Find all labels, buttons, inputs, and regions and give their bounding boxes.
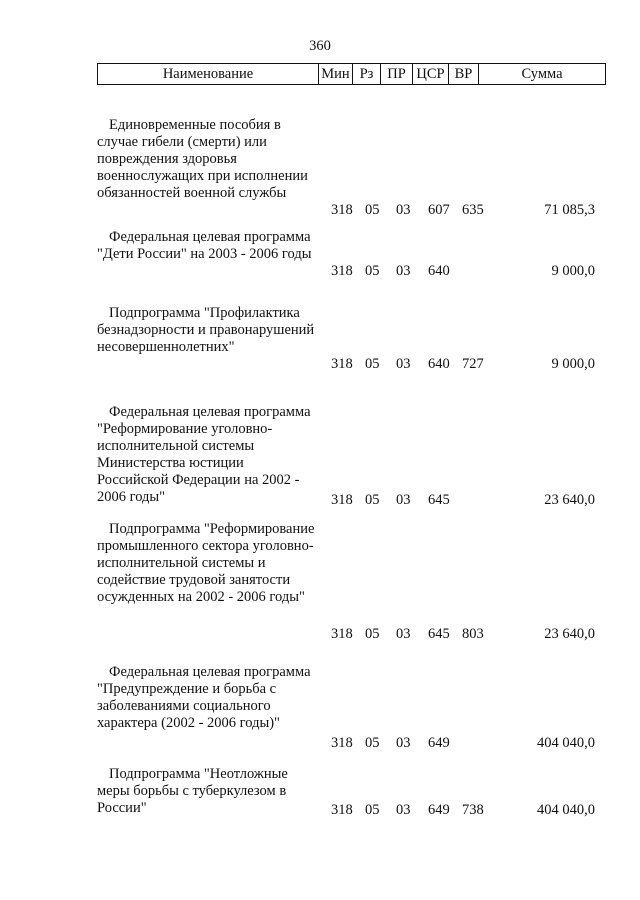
row-sum: 9 000,0 xyxy=(551,356,595,372)
row-min: 318 xyxy=(331,492,353,508)
row-sum: 404 040,0 xyxy=(537,735,595,751)
row-vr: 738 xyxy=(462,802,484,818)
column-header-name: Наименование xyxy=(98,64,319,85)
row-min: 318 xyxy=(331,356,353,372)
column-header-min: Мин xyxy=(319,64,353,85)
row-sum: 404 040,0 xyxy=(537,802,595,818)
row-pr: 03 xyxy=(396,202,411,218)
row-name: Федеральная целевая программа "Дети России" на 2003 - 2006 годы xyxy=(97,229,312,262)
row-name: Подпрограмма "Неотложные меры борьбы с туберкулезом в России" xyxy=(97,766,288,816)
row-sum: 23 640,0 xyxy=(544,626,595,642)
row-rz: 05 xyxy=(365,202,380,218)
column-header-vr: ВР xyxy=(449,64,479,85)
row-name: Подпрограмма "Профилактика безнадзорности и правонарушений несовершеннолетних" xyxy=(97,305,315,355)
row-csr: 640 xyxy=(428,356,450,372)
column-header-sum: Сумма xyxy=(479,64,606,85)
column-header-csr: ЦСР xyxy=(413,64,449,85)
page-number: 360 xyxy=(309,38,331,54)
row-rz: 05 xyxy=(365,263,380,279)
row-vr: 727 xyxy=(462,356,484,372)
row-rz: 05 xyxy=(365,356,380,372)
row-sum: 23 640,0 xyxy=(544,492,595,508)
table-header xyxy=(97,63,606,85)
row-pr: 03 xyxy=(396,626,411,642)
row-min: 318 xyxy=(331,626,353,642)
row-csr: 645 xyxy=(428,492,450,508)
row-name: Подпрограмма "Реформирование промышленного сектора уголовно-исполнительной системы и содействие трудовой занятости осужденных на 2002 - 2006 годы" xyxy=(97,521,315,605)
row-rz: 05 xyxy=(365,626,380,642)
row-name: Единовременные пособия в случае гибели (смерти) или повреждения здоровья военнослужащих при исполнении обязанностей военной службы xyxy=(97,117,308,201)
row-csr: 640 xyxy=(428,263,450,279)
row-rz: 05 xyxy=(365,492,380,508)
row-pr: 03 xyxy=(396,356,411,372)
row-pr: 03 xyxy=(396,735,411,751)
row-min: 318 xyxy=(331,735,353,751)
row-csr: 649 xyxy=(428,735,450,751)
row-vr: 803 xyxy=(462,626,484,642)
row-min: 318 xyxy=(331,202,353,218)
row-csr: 649 xyxy=(428,802,450,818)
row-pr: 03 xyxy=(396,263,411,279)
row-pr: 03 xyxy=(396,802,411,818)
row-name: Федеральная целевая программа "Предупреждение и борьба с заболеваниями социального характера (2002 - 2006 годы)" xyxy=(97,664,311,731)
row-rz: 05 xyxy=(365,735,380,751)
row-pr: 03 xyxy=(396,492,411,508)
row-min: 318 xyxy=(331,802,353,818)
row-csr: 645 xyxy=(428,626,450,642)
row-sum: 71 085,3 xyxy=(544,202,595,218)
row-min: 318 xyxy=(331,263,353,279)
column-header-pr: ПР xyxy=(381,64,413,85)
column-header-rz: Рз xyxy=(353,64,381,85)
row-csr: 607 xyxy=(428,202,450,218)
row-rz: 05 xyxy=(365,802,380,818)
row-sum: 9 000,0 xyxy=(551,263,595,279)
row-vr: 635 xyxy=(462,202,484,218)
row-name: Федеральная целевая программа "Реформирование уголовно-исполнительной системы Министерства юстиции Российской Федерации на 2002 - 2006 годы" xyxy=(97,404,311,505)
